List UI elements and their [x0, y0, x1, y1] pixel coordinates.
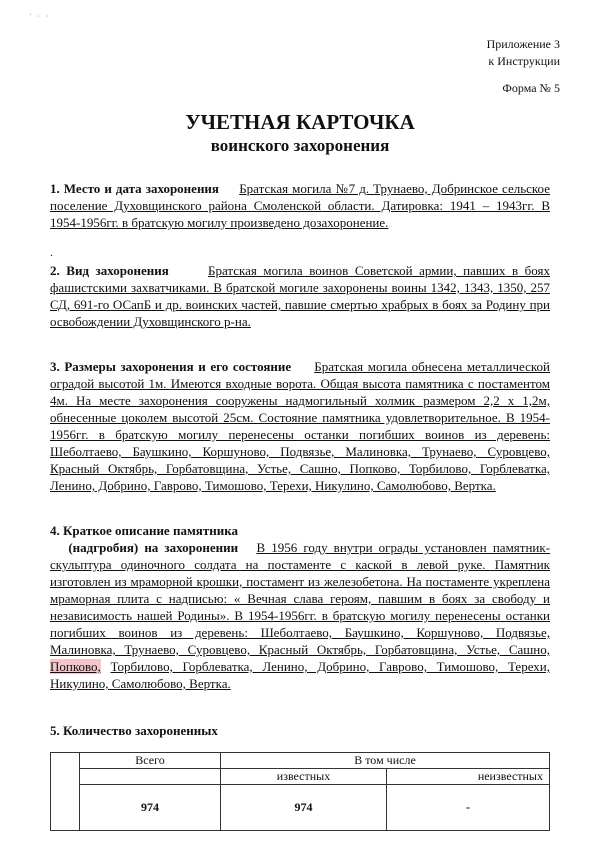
section-text: Братская могила обнесена металлической оградой высотой 1м. Имеются входные ворота. Общая высота памятника с постаментом 4м. На месте захоронения сооружены надмогильный холмик размером 2,2 х 1,2м, обнесенные цоколем высотой 25см. Состояние памятника удовлетворительное. В 1954-1956гг. в братскую могилу перенесены останки погибших воинов из деревень: Шеболтаево, Баушкино, Коршуново, Подвязье, Малиновка, Трунаево, Суровцево, Красный Октябрь, Горбатовщина, Устье, Сашно, Попково, Торбилово, Горблеватка, Ленино, Добрино, Гаврово, Тимошово, Терехи, Никулино, Самолюбово, Вертка. — [50, 359, 550, 493]
section-heading: 4. Краткое описание памятника — [50, 523, 238, 538]
form-number: Форма № 5 — [502, 81, 560, 95]
total-header: Всего — [80, 753, 221, 769]
section-text: В 1956 году внутри ограды установлен памятник-скульптура одиночного солдата на постаменте с каской в левой руке. Памятник изготовлен из мраморной крошки, постамент из железобетона. На постаменте укреплена мраморная плита с надписью: « Вечная слава героям, павшим в боях за свободу и независимость нашей Родины». В 1954-1956гг. в братскую могилу перенесены останки погибших воинов из деревень: Шеболтаево, Баушкино, Коршуново, Подвязье, Малиновка, Трунаево, Суровцево, Красный Октябрь, Горбатовщина, Устье, Сашно, — [50, 540, 551, 657]
section-text: Братская могила воинов Советской армии, павших в боях фашистскими захватчиками. В братской могиле захоронены воины 1342, 1343, 1350, 257 СД, 691-го ОСапБ и др. воинских частей, павшие смертью храбрых в боях за Родину при освобождении Духовщинского р-на. — [50, 263, 550, 329]
appendix-label: Приложение 3 — [486, 37, 560, 51]
total-value: 974 — [80, 785, 221, 831]
section-heading-continued: (надгробия) на захоронении — [68, 540, 239, 555]
section-heading: 3. Размеры захоронения и его состояние — [50, 359, 292, 374]
burial-count-table — [50, 752, 550, 831]
section-text-continued: Торбилово, Горблеватка, Ленино, Добрино, Гаврово, Тимошово, Терехи, Никулино, Самолюбово, Вертка. — [50, 659, 550, 691]
known-value: 974 — [221, 785, 387, 831]
section-burial-count — [50, 722, 550, 739]
section-size-condition — [50, 358, 550, 494]
unknown-value: - — [387, 785, 550, 831]
unknown-header: неизвестных — [387, 769, 550, 785]
stray-dot: . — [50, 245, 53, 259]
including-header: В том числе — [221, 753, 550, 769]
instruction-label: к Инструкции — [488, 54, 560, 68]
section-heading: 2. Вид захоронения — [50, 263, 169, 278]
highlighted-village: Попково, — [50, 659, 101, 674]
appendix-note — [487, 36, 560, 97]
section-monument-description — [50, 522, 550, 692]
section-heading: 1. Место и дата захоронения — [50, 181, 219, 196]
blank-cell — [51, 753, 80, 831]
section-heading: 5. Количество захороненных — [50, 723, 218, 738]
section-burial-type — [50, 262, 550, 330]
scan-artifact: ' · · — [30, 12, 51, 21]
section-text: Братская могила №7 д. Трунаево, Добринское сельское поселение Духовщинского района Смоленской области. Датировка: 1941 – 1943гг. В 1954-1956гг. в братскую могилу произведено дозахоронение. — [50, 181, 550, 230]
section-place-date — [50, 180, 550, 231]
document-subtitle: воинского захоронения — [210, 136, 390, 155]
document-title: УЧЕТНАЯ КАРТОЧКА — [185, 110, 415, 134]
blank-cell — [80, 769, 221, 785]
known-header: известных — [221, 769, 387, 785]
